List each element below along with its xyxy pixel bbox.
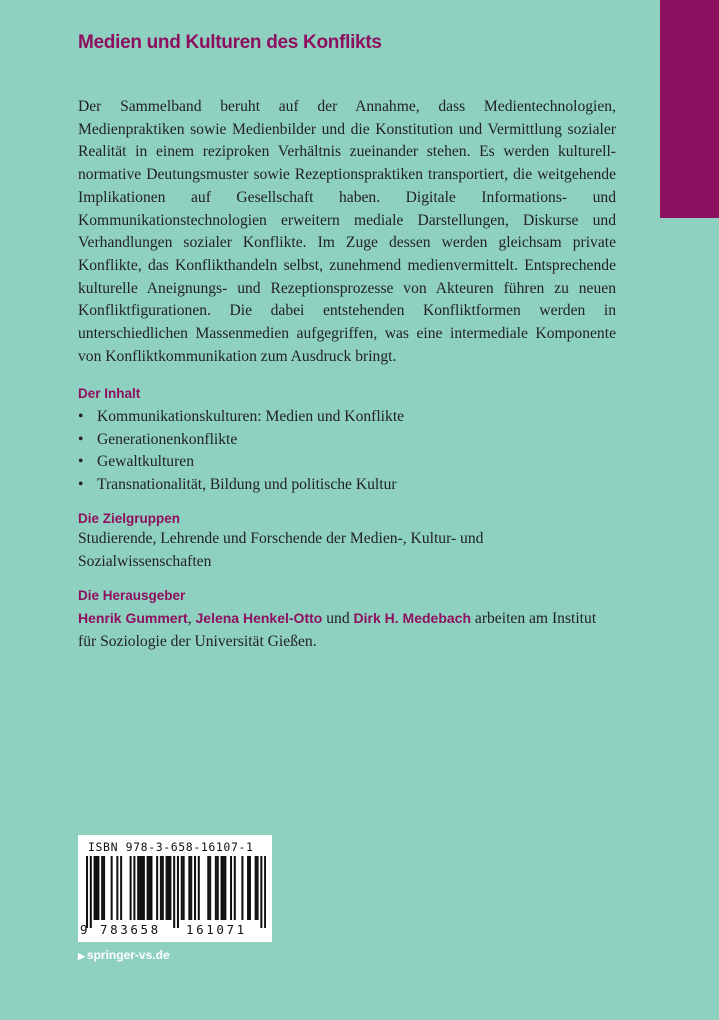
- bullet-icon: •: [78, 408, 84, 425]
- barcode-bar: [194, 856, 196, 920]
- editor-name: Henrik Gummert: [78, 610, 188, 626]
- barcode-bar: [264, 856, 266, 928]
- barcode-bar: [260, 856, 262, 928]
- list-item-text: Gewaltkulturen: [97, 453, 194, 471]
- bullet-icon: •: [78, 453, 84, 471]
- barcode-bar: [120, 856, 122, 920]
- barcode-bar: [139, 856, 141, 920]
- barcode-bar: [224, 856, 226, 920]
- barcode-bar: [111, 856, 113, 920]
- barcode-bar: [177, 856, 179, 928]
- barcode-bar: [169, 856, 171, 920]
- barcode-digit-first: 9: [80, 922, 88, 937]
- barcode-bar: [103, 856, 105, 920]
- barcode-bar: [86, 856, 88, 928]
- barcode-bar: [149, 856, 151, 920]
- barcode-bar: [90, 856, 92, 928]
- barcode-bar: [215, 856, 217, 920]
- barcode-box: [78, 835, 272, 942]
- barcode-bar: [249, 856, 251, 920]
- editor-separator: ,: [187, 610, 196, 627]
- contents-list: [78, 406, 404, 497]
- editors-description: arbeiten am Institut für Soziologie der Universität Gießen.: [78, 610, 597, 650]
- barcode-bar: [198, 856, 200, 920]
- editor-separator: und: [322, 610, 354, 627]
- barcode-bar: [95, 856, 97, 920]
- barcode-bar: [247, 856, 249, 920]
- barcode-bar: [207, 856, 209, 920]
- barcode-image: [86, 856, 266, 928]
- list-item-text: Generationenkonflikte: [97, 430, 238, 448]
- barcode-bar: [137, 856, 139, 920]
- list-item-text: Transnationalität, Bildung und politische Kultur: [97, 476, 397, 494]
- barcode-digits-right: 161071: [186, 922, 247, 937]
- list-item: [78, 429, 404, 452]
- barcode-bar: [143, 856, 145, 920]
- barcode-bar: [234, 856, 236, 920]
- publisher-url[interactable]: springer-vs.de: [86, 948, 170, 962]
- barcode-bar: [188, 856, 190, 920]
- editors-heading: Die Herausgeber: [78, 588, 186, 603]
- audience-text: Studierende, Lehrende und Forschende der Medien-, Kultur- und Sozialwissenschaften: [78, 530, 484, 570]
- barcode-bar: [167, 856, 169, 920]
- bullet-icon: •: [78, 476, 84, 494]
- list-item-text: Kommunikationskulturen: Medien und Konflikte: [97, 408, 405, 425]
- barcode-bar: [141, 856, 143, 920]
- barcode-bar: [147, 856, 149, 920]
- barcode-bar: [173, 856, 175, 928]
- barcode-bar: [183, 856, 185, 920]
- barcode-digits: [78, 922, 272, 940]
- barcode-bar: [150, 856, 152, 920]
- list-item: [78, 474, 404, 497]
- barcode-bar: [166, 856, 168, 920]
- audience-heading: Die Zielgruppen: [78, 511, 181, 526]
- arrow-icon: ▶: [78, 951, 85, 961]
- barcode-bar: [133, 856, 135, 920]
- isbn-number: ISBN 978-3-658-16107-1: [88, 840, 254, 854]
- barcode-bar: [94, 856, 96, 920]
- editors-text: [78, 607, 618, 653]
- bullet-icon: •: [78, 430, 84, 448]
- barcode-bar: [209, 856, 211, 920]
- barcode-bar: [257, 856, 259, 920]
- contents-heading: Der Inhalt: [78, 386, 141, 401]
- barcode-bar: [162, 856, 164, 920]
- barcode-bar: [156, 856, 158, 920]
- barcode-digits-left: 783658: [100, 922, 161, 937]
- barcode-bar: [230, 856, 232, 920]
- list-item: [78, 406, 404, 429]
- barcode-bar: [222, 856, 224, 920]
- publisher-link[interactable]: [78, 948, 170, 962]
- barcode-bar: [101, 856, 103, 920]
- barcode-bar: [217, 856, 219, 920]
- description-text: Der Sammelband beruht auf der Annahme, dass Medientechnologien, Medienpraktiken sowie Medienbilder und die Konstitution und Vermittlung sozialer Realität in einem reziproken Verhältnis zueinander stehen. Es werden kulturell-normative Deutungsmuster sowie Rezeptionspraktiken transportiert, die weitgehende Implikationen auf Gesellschaft haben. Digitale Informations- und Kommunikationstechnologien erweitern mediale Darstellungen, Diskurse und Verhandlungen sozialer Konflikte. Im Zuge dessen werden gleichsam private Konflikte, das Konflikthandeln selbst, zunehmend medienvermittelt. Entsprechende kulturelle Aneignungs- und Rezeptionsprozesse von Akteuren führen zu neuen Konfliktfigurationen. Die dabei entstehenden Konfliktformen werden in unterschiedlichen Massenmedien aufgegriffen, was eine intermediale Komponente von Konfliktkommunikation zum Ausdruck bringt.: [78, 98, 616, 365]
- barcode-bar: [190, 856, 192, 920]
- barcode-bar: [241, 856, 243, 920]
- accent-bar: [660, 0, 719, 218]
- editor-name: Dirk H. Medebach: [353, 610, 471, 626]
- editor-name: Jelena Henkel-Otto: [195, 610, 323, 626]
- barcode-bar: [221, 856, 223, 920]
- barcode-bar: [97, 856, 99, 920]
- barcode-bar: [181, 856, 183, 920]
- barcode-bar: [130, 856, 132, 920]
- barcode-bar: [255, 856, 257, 920]
- barcode-bar: [160, 856, 162, 920]
- barcode-bar: [116, 856, 118, 920]
- book-title: Medien und Kulturen des Konflikts: [78, 32, 382, 53]
- list-item: [78, 451, 404, 474]
